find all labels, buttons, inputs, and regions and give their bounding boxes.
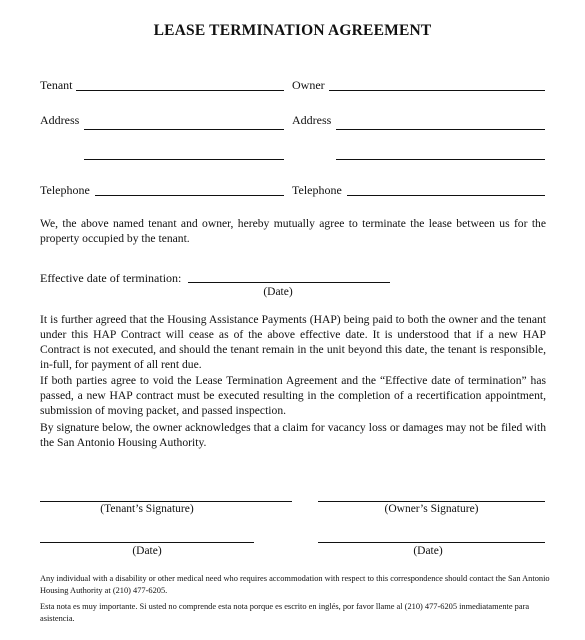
owner-telephone-field[interactable]	[347, 195, 545, 196]
effective-date-field[interactable]	[188, 282, 390, 283]
owner-address-field-2[interactable]	[336, 159, 545, 160]
owner-date-caption: (Date)	[413, 545, 443, 557]
tenant-telephone-field[interactable]	[95, 195, 284, 196]
tenant-date-line[interactable]	[40, 542, 254, 543]
owner-telephone-label: Telephone	[292, 183, 342, 197]
tenant-date-caption: (Date)	[132, 545, 162, 557]
tenant-address-field-2[interactable]	[84, 159, 284, 160]
effective-date-label: Effective date of termination:	[40, 271, 182, 285]
owner-field[interactable]	[329, 90, 545, 91]
owner-signature-caption: (Owner’s Signature)	[384, 503, 479, 515]
owner-label: Owner	[292, 78, 325, 92]
tenant-address-field-1[interactable]	[84, 129, 284, 130]
owner-address-label: Address	[292, 113, 332, 127]
tenant-signature-caption: (Tenant’s Signature)	[100, 503, 194, 515]
void-paragraph: If both parties agree to void the Lease Termination Agreement and the “Effective date of termination” has passed, a new HAP contract must be executed resulting in the completion of a recertification appointment, submission of moving packet, and passed inspection.	[40, 374, 546, 417]
tenant-telephone-label: Telephone	[40, 183, 90, 197]
tenant-field[interactable]	[76, 90, 284, 91]
owner-date-line[interactable]	[318, 542, 545, 543]
spanish-note: Esta nota es muy importante. Si usted no comprende esta nota porque es escrito en inglés, por favor llame al (210) 477-6205 inmediatamente para asistencia.	[40, 602, 530, 623]
tenant-signature-line[interactable]	[40, 501, 292, 502]
hap-paragraph: It is further agreed that the Housing Assistance Payments (HAP) being paid to both the owner and the tenant under this HAP Contract will cease as of the above effective date. It is understood that if a new HAP Contract is not executed, and should the tenant remain in the unit beyond this date, the tenant is responsible, in-full, for payment of all rent due.	[40, 313, 546, 371]
tenant-label: Tenant	[40, 78, 73, 92]
owner-address-field-1[interactable]	[336, 129, 545, 130]
tenant-address-label: Address	[40, 113, 80, 127]
acknowledgement-paragraph: By signature below, the owner acknowledges that a claim for vacancy loss or damages may not be filed with the San Antonio Housing Authority.	[40, 421, 546, 449]
accessibility-note: Any individual with a disability or other medical need who requires accommodation with respect to this correspondence should contact the San Antonio Housing Authority at (210) 477-6205.	[40, 574, 550, 595]
agreement-paragraph: We, the above named tenant and owner, hereby mutually agree to terminate the lease between us for the property occupied by the tenant.	[40, 217, 546, 245]
effective-date-caption: (Date)	[263, 286, 293, 298]
document-title: LEASE TERMINATION AGREEMENT	[153, 22, 432, 39]
owner-signature-line[interactable]	[318, 501, 545, 502]
